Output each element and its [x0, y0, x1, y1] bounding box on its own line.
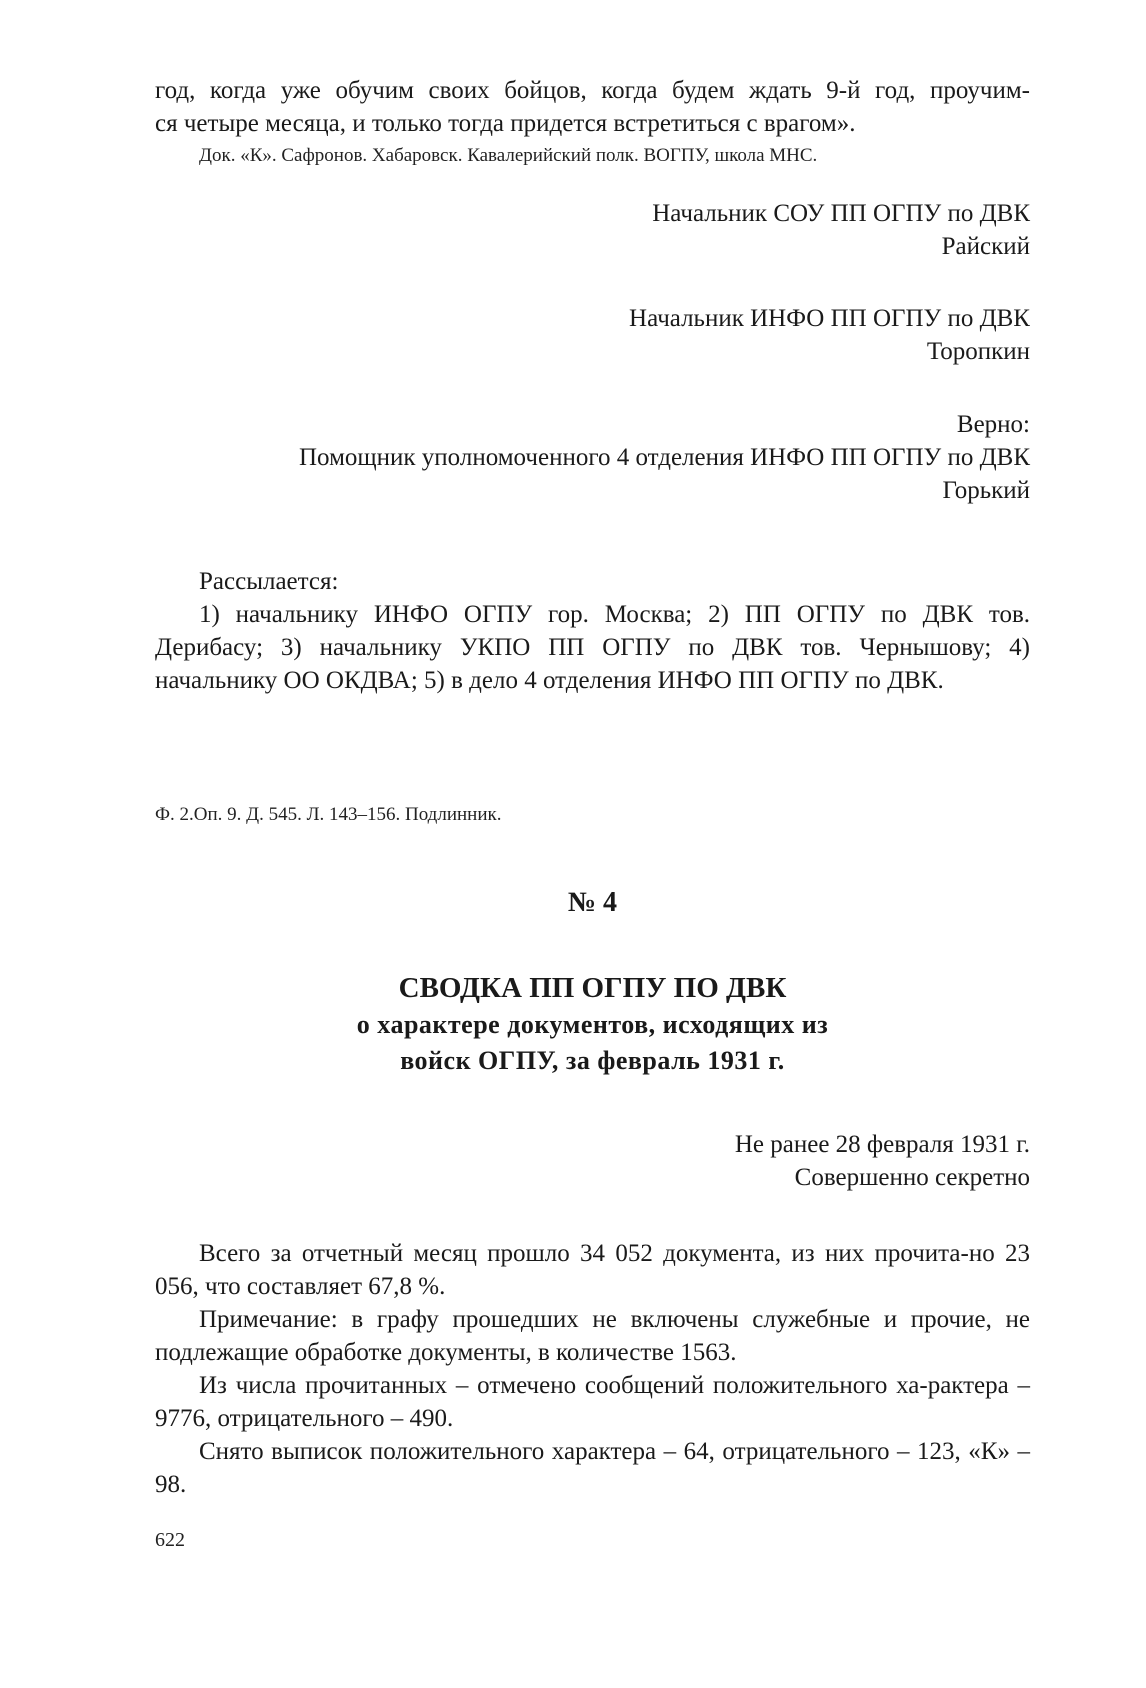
document-number: № 4: [567, 887, 618, 918]
distribution-label: Рассылается:: [199, 568, 339, 595]
document-title: СВОДКА ПП ОГПУ ПО ДВК: [398, 972, 787, 1004]
verification-label: Верно:: [956, 411, 1030, 438]
signature-2-title: Начальник ИНФО ПП ОГПУ по ДВК: [629, 305, 1030, 332]
verification-name: Горький: [942, 477, 1030, 504]
body-paragraph-2: Примечание: в графу прошедших не включены служебные и прочие, не подлежащие обработке документы, в количестве 1563.: [155, 1306, 1030, 1366]
continuation-line-1: год, когда уже обучим своих бойцов, когда будем ждать 9-й год, проучим-: [155, 77, 1030, 104]
continuation-line-2: ся четыре месяца, и только тогда придется встретиться с врагом».: [155, 110, 856, 137]
source-note: Док. «К». Сафронов. Хабаровск. Кавалерийский полк. ВОГПУ, школа МНС.: [199, 145, 818, 166]
verification-title: Помощник уполномоченного 4 отделения ИНФО ПП ОГПУ по ДВК: [299, 444, 1030, 471]
document-subtitle-line-2: войск ОГПУ, за февраль 1931 г.: [400, 1046, 785, 1075]
classification-stamp: Совершенно секретно: [794, 1164, 1030, 1191]
signature-1-title: Начальник СОУ ПП ОГПУ по ДВК: [652, 200, 1030, 227]
body-paragraph-4: Снято выписок положительного характера – 64, отрицательного – 123, «К» – 98.: [155, 1438, 1030, 1498]
page-number: 622: [155, 1529, 185, 1551]
archive-reference: Ф. 2.Оп. 9. Д. 545. Л. 143–156. Подлинник.: [155, 804, 502, 825]
body-paragraph-1: Всего за отчетный месяц прошло 34 052 документа, из них прочита-но 23 056, что составляет 67,8 %.: [155, 1240, 1030, 1300]
distribution-text: 1) начальнику ИНФО ОГПУ гор. Москва; 2) ПП ОГПУ по ДВК тов. Дерибасу; 3) начальнику УКПО ПП ОГПУ по ДВК тов. Чернышову; 4) начальнику ОО ОКДВА; 5) в дело 4 отделения ИНФО ПП ОГПУ по ДВК.: [155, 601, 1030, 694]
document-subtitle-line-1: о характере документов, исходящих из: [356, 1010, 829, 1039]
signature-2-name: Торопкин: [926, 338, 1030, 365]
body-paragraph-3: Из числа прочитанных – отмечено сообщений положительного ха-рактера – 9776, отрицательного – 490.: [155, 1372, 1030, 1432]
signature-1-name: Райский: [941, 233, 1030, 260]
document-date: Не ранее 28 февраля 1931 г.: [734, 1131, 1030, 1158]
